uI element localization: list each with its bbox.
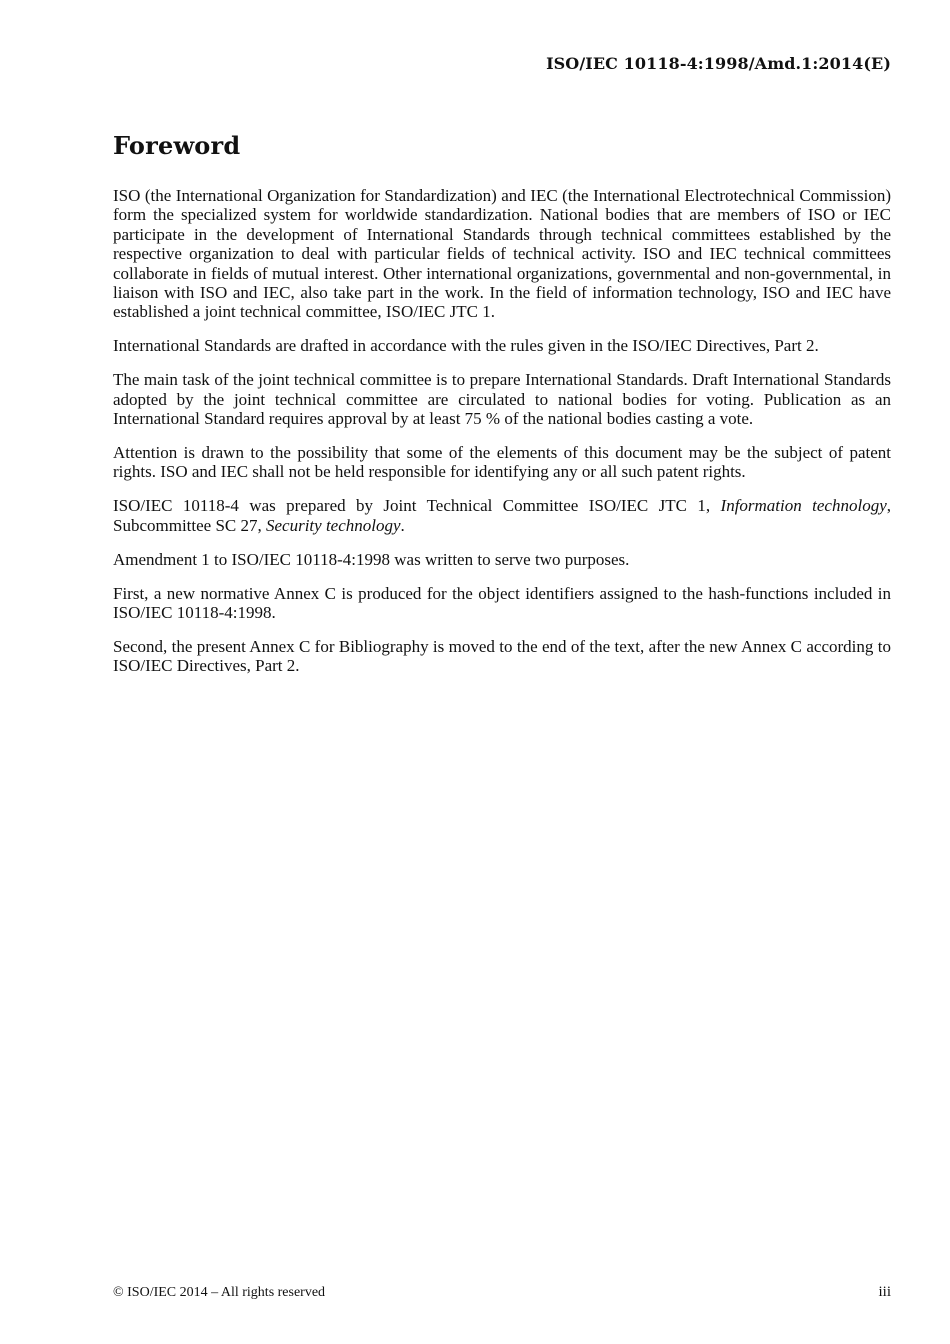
prepared-by-text-2: , Subcommittee SC 27, (113, 496, 891, 535)
paragraph-patent-rights: Attention is drawn to the possibility that some of the elements of this document may be the subject of patent rights. ISO and IEC shall not be held responsible for identifying any or all such patent rights. (113, 442, 891, 482)
prepared-by-text-1: ISO/IEC 10118-4 was prepared by Joint Technical Committee ISO/IEC JTC 1, (113, 496, 721, 516)
paragraph-main-task: The main task of the joint technical committee is to prepare International Standards. Draft International Standards adopted by the joint technical committee are circulated to national bodies for voting. Publication as an International Standard requires approval by at least 75 % of the national bodies casting a vote. (113, 370, 891, 429)
paragraph-directives: International Standards are drafted in accordance with the rules given in the ISO/IEC Directives, Part 2. (113, 336, 819, 356)
committee-name: Information technology (720, 496, 887, 516)
page-number: iii (878, 1284, 891, 1300)
page-title: Foreword (113, 131, 241, 160)
paragraph-organizations: ISO (the International Organization for Standardization) and IEC (the International Electrotechnical Commission) form the specialized system for worldwide standardization. National bodies that are members of ISO or IEC participate in the development of International Standards through technical committees established by the respective organization to deal with particular fields of technical activity. ISO and IEC technical committees collaborate in fields of mutual interest. Other international organizations, governmental and non-governmental, in liaison with ISO and IEC, also take part in the work. In the field of information technology, ISO and IEC have established a joint technical committee, ISO/IEC JTC 1. (113, 186, 891, 322)
paragraph-second-purpose: Second, the present Annex C for Bibliography is moved to the end of the text, after the new Annex C according to ISO/IEC Directives, Part 2. (113, 636, 891, 676)
foreword-body (113, 186, 891, 690)
paragraph-prepared-by (113, 496, 891, 535)
prepared-by-text-3: . (400, 515, 405, 535)
subcommittee-name: Security technology (266, 515, 401, 535)
document-id-header: ISO/IEC 10118-4:1998/Amd.1:2014(E) (546, 54, 891, 73)
copyright-footer: © ISO/IEC 2014 – All rights reserved (113, 1285, 326, 1300)
paragraph-first-purpose: First, a new normative Annex C is produced for the object identifiers assigned to the hash-functions included in ISO/IEC 10118-4:1998. (113, 583, 891, 622)
paragraph-amendment: Amendment 1 to ISO/IEC 10118-4:1998 was written to serve two purposes. (113, 549, 630, 569)
